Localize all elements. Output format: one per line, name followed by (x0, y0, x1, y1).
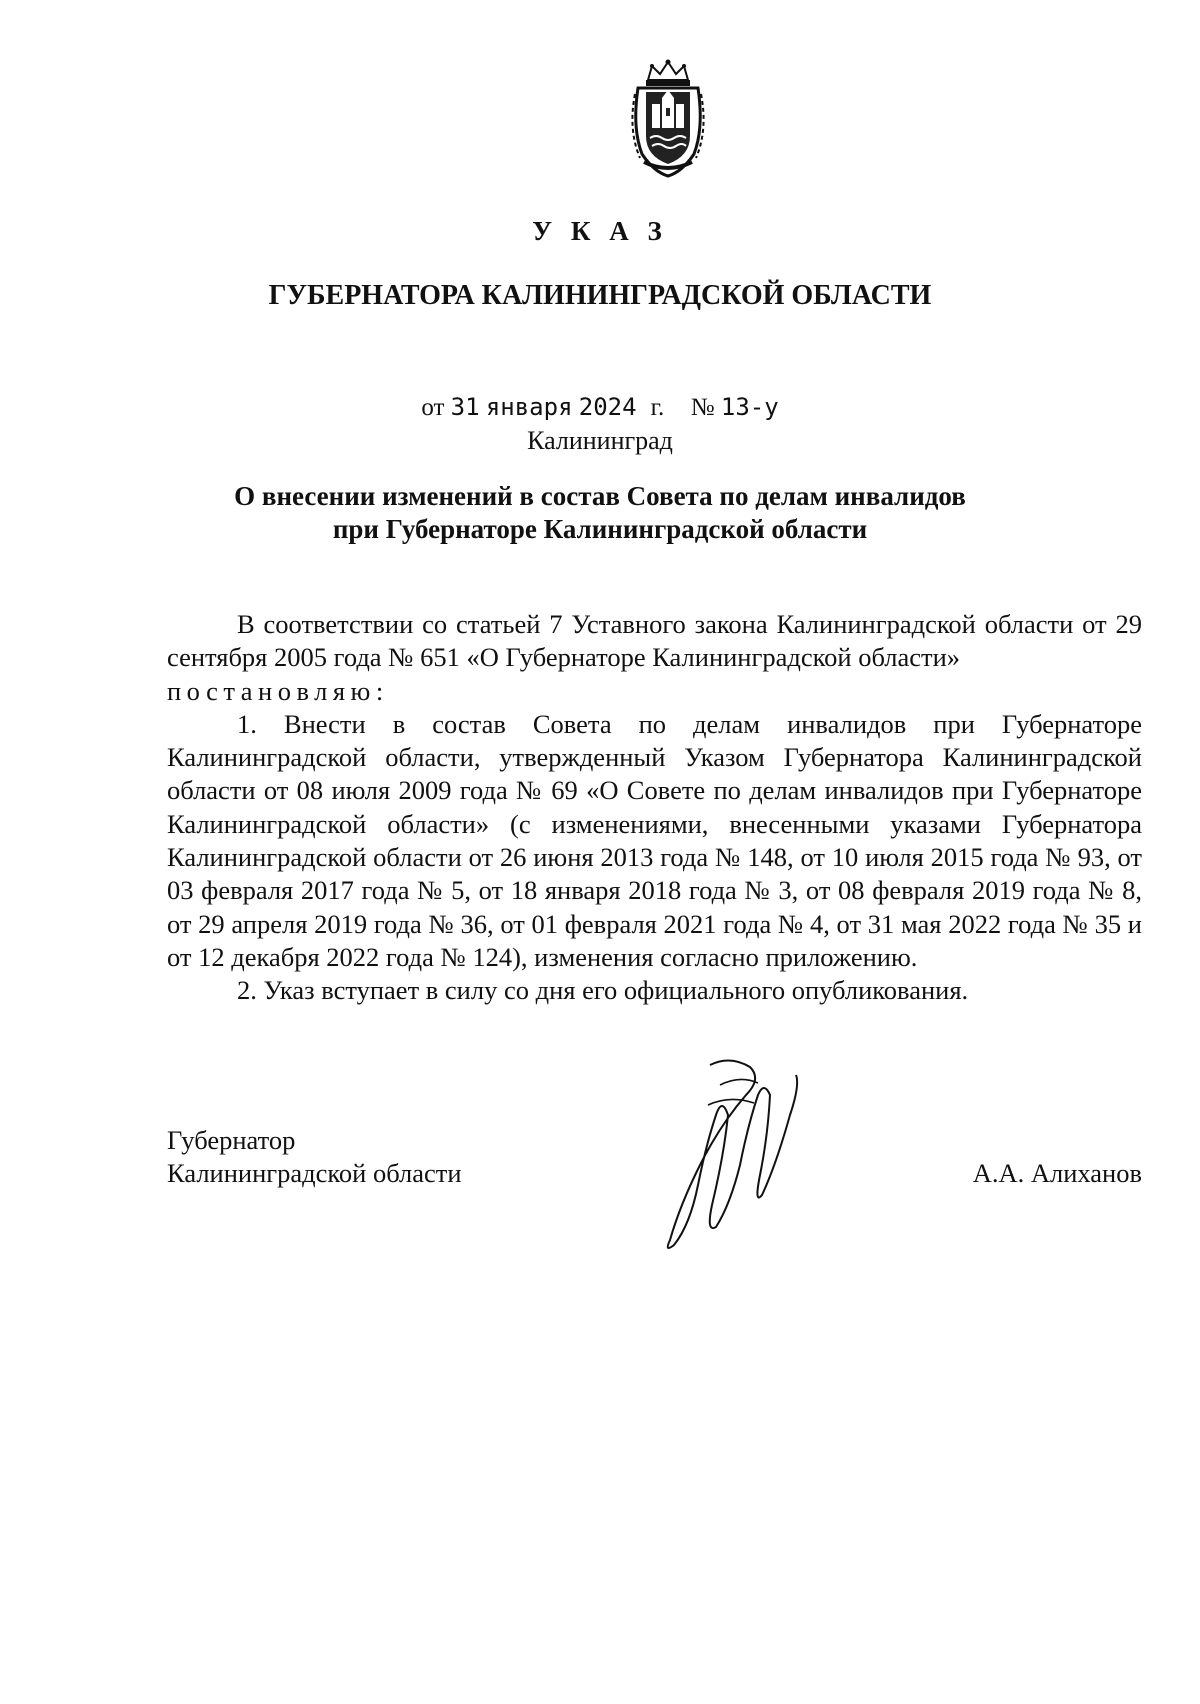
preamble-paragraph: В соответствии со статьей 7 Уставного закона Калининградской области от 29 сентября 2005 года № 651 «О Губернаторе Калининградской области» (167, 609, 1142, 673)
date-number-line (0, 393, 1200, 422)
document-subject (0, 480, 1200, 546)
date-month: января (485, 393, 573, 421)
date-prefix: от (421, 394, 445, 421)
handwritten-signature-icon (650, 1055, 810, 1255)
subject-line-2: при Губернаторе Калининградской области (332, 514, 868, 544)
date-day: 31 (450, 393, 480, 421)
city: Калининград (527, 426, 673, 455)
document-number: 13-у (720, 393, 779, 421)
position-line-1: Губернатор (167, 1125, 296, 1155)
item-2-paragraph: 2. Указ вступает в силу со дня его официального опубликования. (237, 975, 969, 1006)
signatory-name: А.А. Алиханов (972, 1158, 1142, 1188)
item-1-paragraph: 1. Внести в состав Совета по делам инвалидов при Губернаторе Калининградской области, утвержденный Указом Губернатора Калининградской области от 08 июля 2009 года № 69 «О Совете по делам инвалидов при Губернаторе Калининградской области» (с изменениями, внесенными указами Губернатора Калининградской области от 26 июня 2013 года № 148, от 10 июля 2015 года № 93, от 03 февраля 2017 года № 5, от 18 января 2018 года № 3, от 08 февраля 2019 года № 8, от 29 апреля 2019 года № 36, от 01 февраля 2021 года № 4, от 31 мая 2022 года № 35 и от 12 декабря 2022 года № 124), изменения согласно приложению. (167, 708, 1142, 972)
document-type: У К А З (532, 216, 668, 246)
signatory-position (167, 1124, 462, 1190)
document-body (167, 608, 1142, 1008)
issuer-title: ГУБЕРНАТОРА КАЛИНИНГРАДСКОЙ ОБЛАСТИ (268, 280, 932, 311)
position-line-2: Калининградской области (167, 1158, 462, 1188)
number-sign: № (690, 394, 715, 421)
year-suffix: г. (650, 394, 665, 421)
date-year: 2024 (578, 393, 637, 421)
subject-line-1: О внесении изменений в состав Совета по делам инвалидов (234, 481, 966, 511)
resolve-word: постановляю: (167, 675, 389, 706)
coat-of-arms-icon (618, 58, 718, 178)
